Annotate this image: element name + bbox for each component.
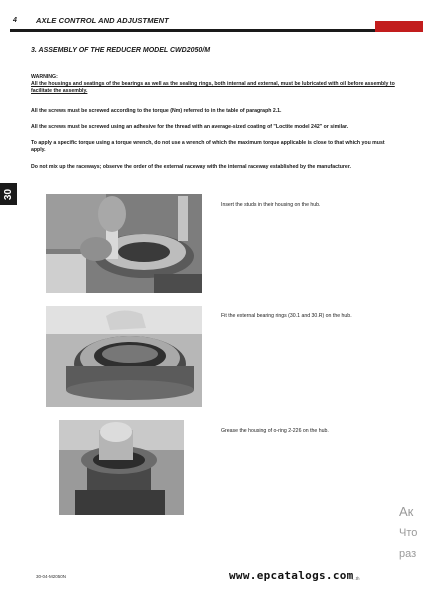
section-tab-label: 30 <box>3 188 14 200</box>
header-rule <box>10 29 423 32</box>
step-3-caption: Grease the housing of o-ring 2-226 on the hub. <box>221 428 329 434</box>
photo-grease-housing <box>59 420 184 515</box>
grease-housing-illustration <box>59 420 184 515</box>
photo-bearing-rings <box>46 306 202 407</box>
overlay-line-2: Что <box>399 527 418 539</box>
header-accent-bar <box>375 21 423 32</box>
step-2-caption: Fit the external bearing rings (30.1 and 30.R) on the hub. <box>221 313 352 319</box>
hub-studs-illustration <box>46 194 202 293</box>
overlay-line-3: раз <box>399 548 417 560</box>
warning-label: WARNING: <box>31 74 58 80</box>
footer-right-text: ...th <box>352 576 360 581</box>
watermark-url[interactable]: www.epcatalogs.com <box>229 569 354 582</box>
warning-raceways: Do not mix up the raceways; observe the order of the external raceway with the internal raceway established by the manufacturer. <box>31 164 351 170</box>
page-title: AXLE CONTROL AND ADJUSTMENT <box>36 16 169 25</box>
footer-doc-code: 30-04-M2050N <box>36 574 67 579</box>
page-number: 4 <box>13 17 17 24</box>
warning-torque: All the screws must be screwed according to the torque (Nm) referred to in the table of paragraph 2.1. <box>31 108 282 114</box>
warning-loctite: All the screws must be screwed using an adhesive for the thread with an average-sized coating of "Loctite model 242" or similar. <box>31 124 349 130</box>
warning-lubrication: All the housings and seatings of the bearings as well as the sealing rings, both internal and external, must be lubricated with oil before assembly to facilitate the assembly. <box>31 81 395 94</box>
photo-hub-studs <box>46 194 202 293</box>
overlay-line-1: Ак <box>399 504 414 519</box>
warning-wrench: To apply a specific torque using a torque wrench, do not use a wrench of which the maximum torque applicable is close to that which you must apply. <box>31 140 385 153</box>
section-heading: 3. ASSEMBLY OF THE REDUCER MODEL CWD2050/M <box>31 47 211 54</box>
step-1-caption: Insert the studs in their housing on the hub. <box>221 202 321 208</box>
section-tab <box>0 183 17 205</box>
bearing-rings-illustration <box>46 306 202 407</box>
warning-block <box>31 74 395 95</box>
